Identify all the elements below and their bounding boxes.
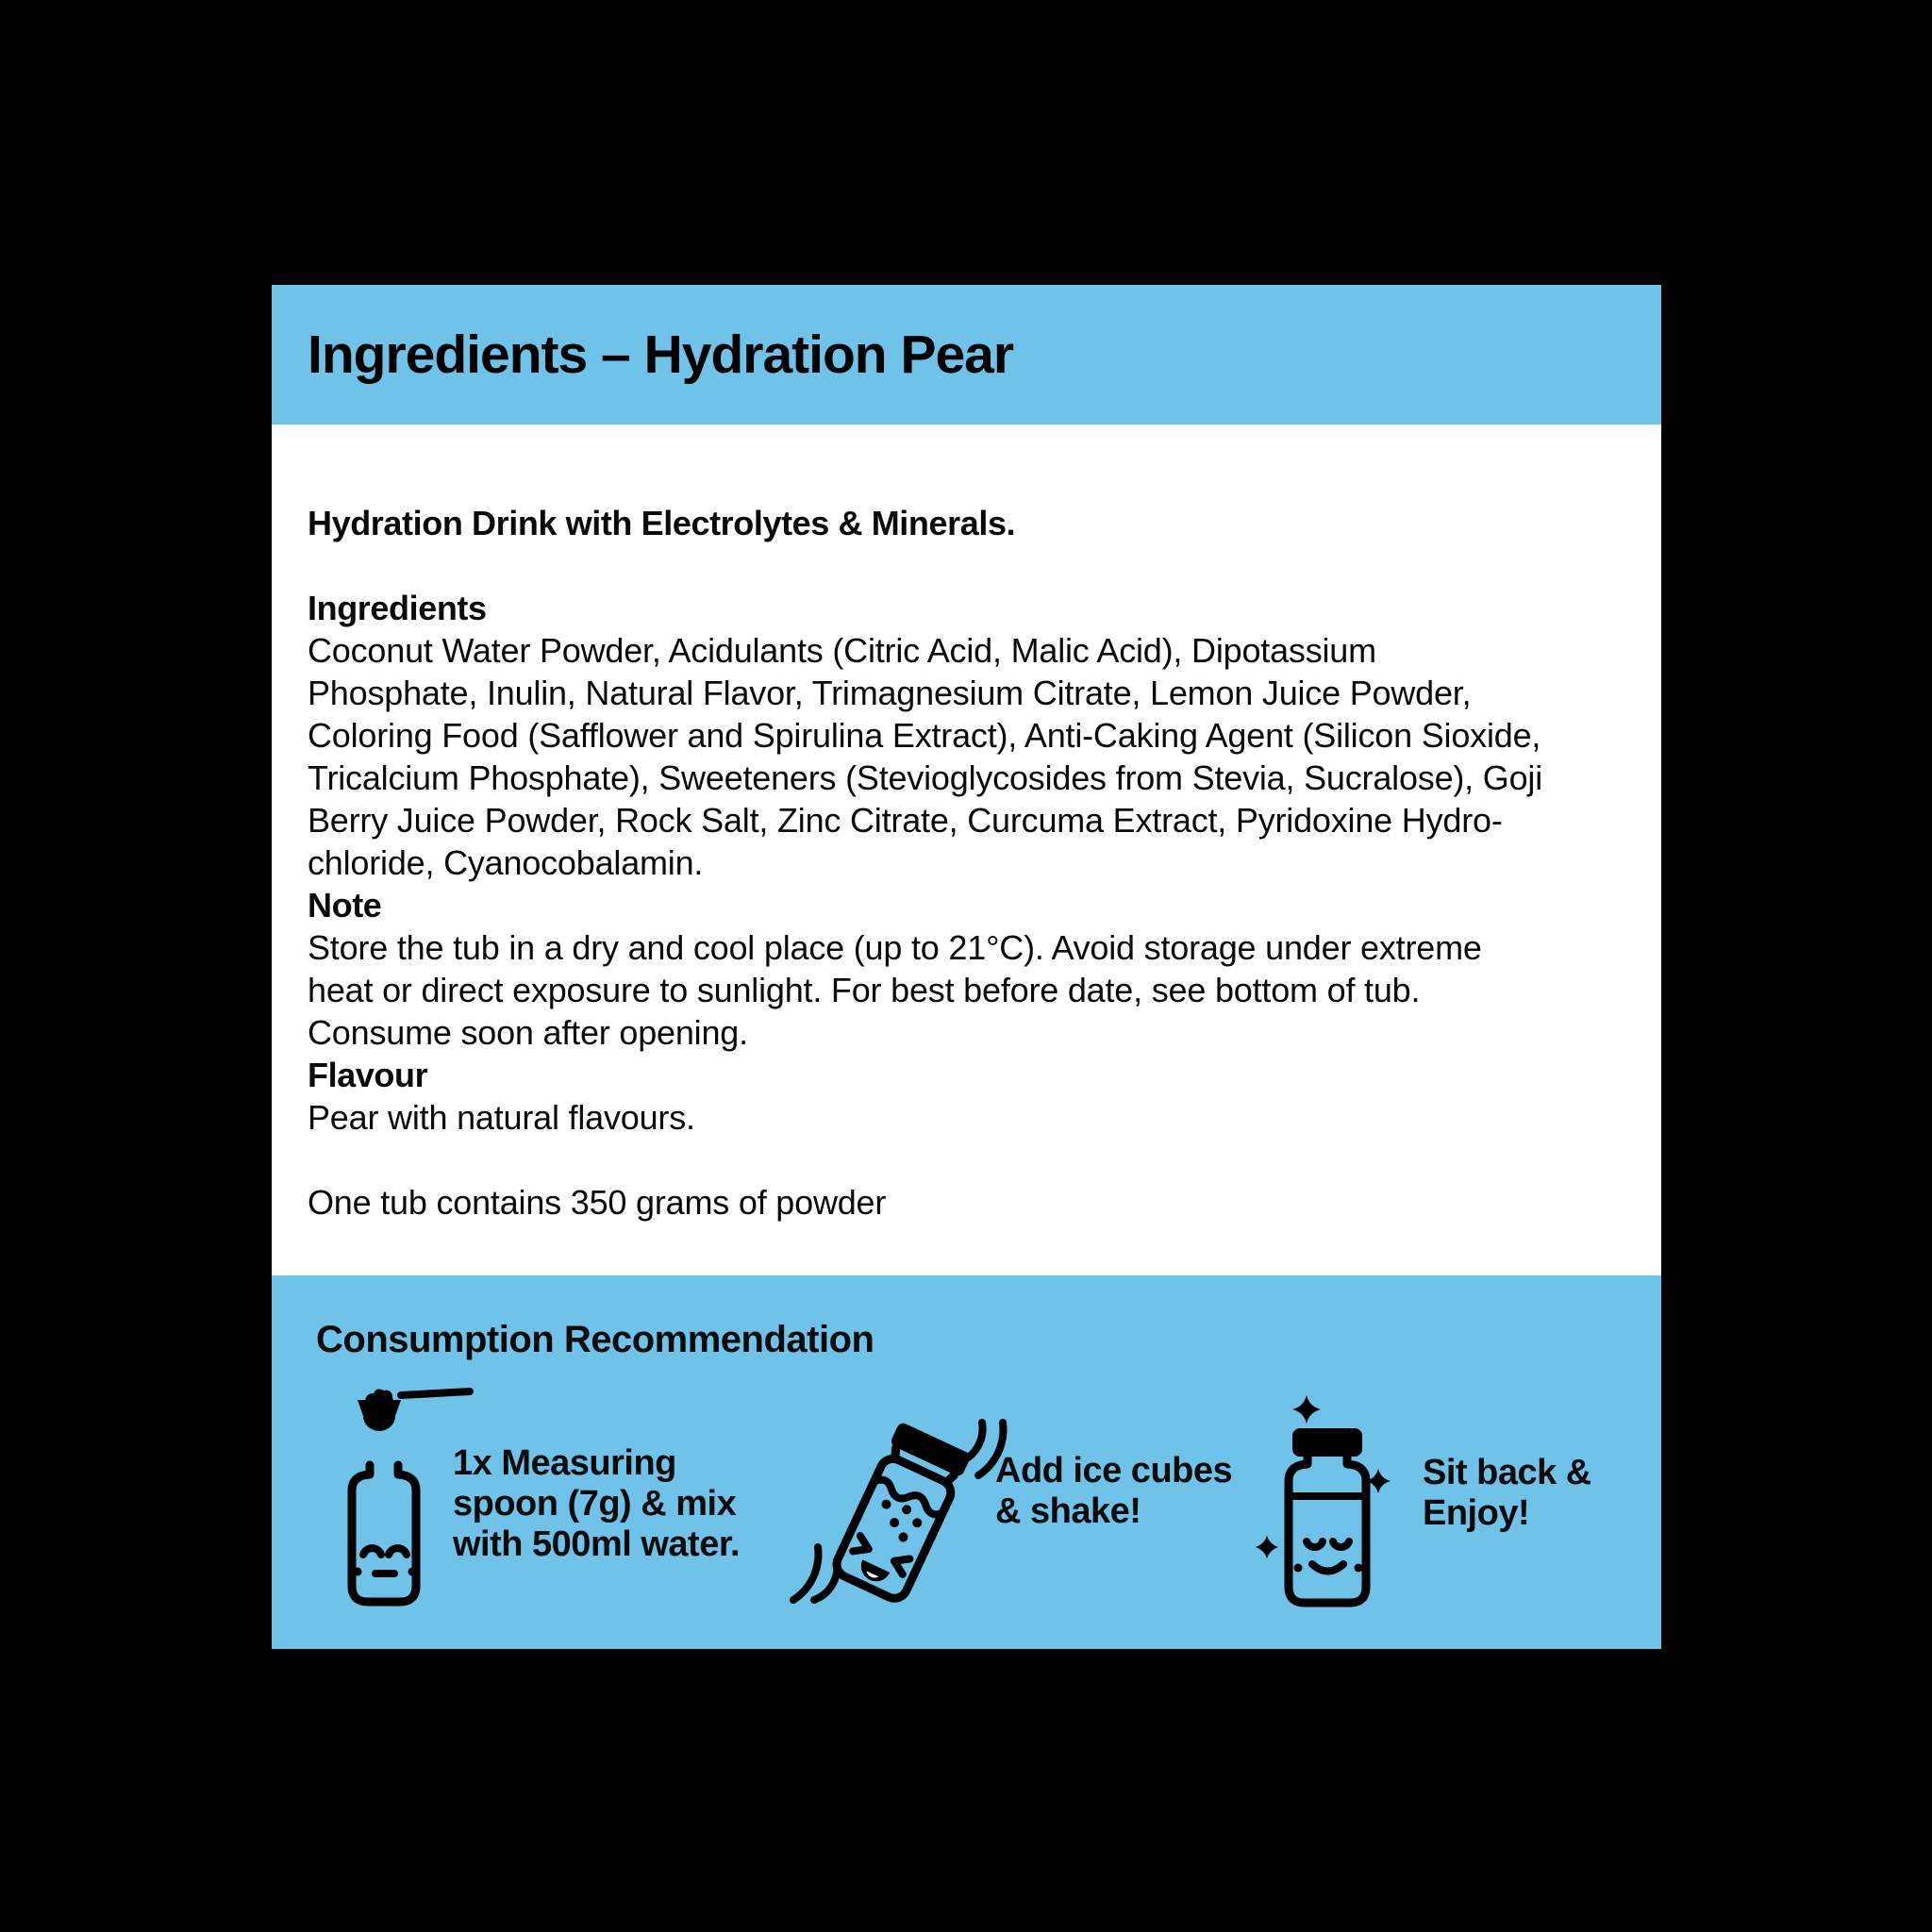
- step-caption: 1x Measuring spoon (7g) & mix with 500ml water.: [453, 1443, 741, 1564]
- spoon-handle: [401, 1391, 470, 1395]
- bottle-eye-left: [853, 1536, 872, 1557]
- consumption-section: [272, 1275, 1661, 1649]
- note-line: heat or direct exposure to sunlight. For best before date, see bottom of tub.: [308, 971, 1421, 1009]
- shaking-bottle-icon: [786, 1413, 1012, 1613]
- contents-text: One tub contains 350 grams of powder: [308, 1183, 887, 1222]
- note-line: Store the tub in a dry and cool place (up to 21°C). Avoid storage under extreme: [308, 928, 1482, 967]
- bottle-eye-right: [891, 1554, 909, 1574]
- flavour-line: Pear with natural flavours.: [308, 1098, 695, 1137]
- sparkle-bottle-icon: [1255, 1394, 1401, 1613]
- intro-text: Hydration Drink with Electrolytes & Minerals.: [308, 504, 1016, 542]
- bottle-outline: [1289, 1457, 1366, 1603]
- blank-line: [308, 544, 1625, 587]
- ingredients-line: Coconut Water Powder, Acidulants (Citric Acid, Malic Acid), Dipotassium: [308, 631, 1376, 670]
- bottle-cap: [1292, 1428, 1362, 1457]
- note-heading: Note: [308, 886, 382, 924]
- tub-eye-right: [389, 1548, 407, 1555]
- tub-outline: [352, 1465, 416, 1602]
- ingredients-line: chloride, Cyanocobalamin.: [308, 843, 704, 882]
- note-line: Consume soon after opening.: [308, 1013, 748, 1052]
- tub-eye-left: [363, 1548, 381, 1555]
- bottle-smile: [1312, 1564, 1343, 1572]
- bottle-cheek-left: [1294, 1564, 1303, 1573]
- sparkle: [1256, 1536, 1278, 1558]
- sparkle: [1292, 1395, 1321, 1424]
- spoon-cup: [358, 1400, 401, 1431]
- bottle-body: [832, 1455, 955, 1603]
- bottle-cheek-right: [1355, 1564, 1363, 1573]
- tub-cheek-left: [354, 1568, 362, 1576]
- header-bar: [272, 285, 1661, 425]
- bottle-eye-right: [1333, 1541, 1349, 1547]
- spoon-powder: [365, 1390, 393, 1401]
- bottle-cap: [890, 1421, 973, 1477]
- step-caption: Add ice cubes & shake!: [995, 1451, 1233, 1531]
- ingredients-line: Phosphate, Inulin, Natural Flavor, Trimagnesium Citrate, Lemon Juice Powder,: [308, 674, 1472, 712]
- product-info-section: [272, 425, 1661, 1275]
- flavour-heading: Flavour: [308, 1056, 428, 1094]
- ingredients-heading: Ingredients: [308, 589, 487, 627]
- blank-line: [308, 1139, 1625, 1181]
- shake-arc: [793, 1547, 818, 1600]
- ingredients-line: Berry Juice Powder, Rock Salt, Zinc Citrate, Curcuma Extract, Pyridoxine Hydro-: [308, 801, 1503, 840]
- bottle-eye-left: [1307, 1541, 1323, 1547]
- ingredients-line: Tricalcium Phosphate), Sweeteners (Stevioglycosides from Stevia, Sucralose), Goji: [308, 758, 1542, 797]
- tub-cheek-right: [408, 1568, 417, 1576]
- consumption-heading: Consumption Recommendation: [316, 1319, 874, 1360]
- page-title: Ingredients – Hydration Pear: [308, 325, 1014, 385]
- label-panel: [272, 285, 1661, 1649]
- ingredients-line: Coloring Food (Safflower and Spirulina Extract), Anti-Caking Agent (Silicon Sioxide,: [308, 716, 1541, 755]
- step-caption: Sit back & Enjoy!: [1423, 1453, 1591, 1533]
